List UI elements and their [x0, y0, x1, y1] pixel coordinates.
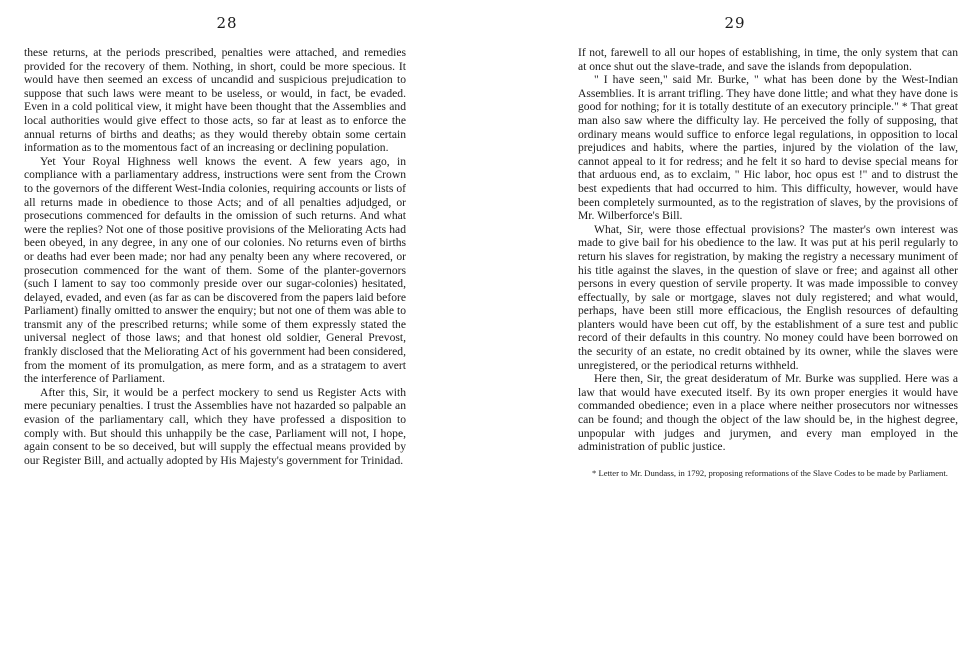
paragraph: Here then, Sir, the great desideratum of Mr. Burke was supplied. Here was a law that would have executed itself. By its own proper energies it would have commanded obedience; even in a place where neither prosecutors nor witnesses can be found; and though the object of the law should be, in the highest degree, unpopular with judges and jurymen, and every man employed in the administration of public justice.	[578, 372, 958, 454]
right-page	[490, 0, 980, 671]
paragraph: If not, farewell to all our hopes of establishing, in time, the only system that can at once shut out the slave-trade, and save the islands from depopulation.	[578, 46, 958, 73]
paragraph: " I have seen," said Mr. Burke, " what has been done by the West-Indian Assemblies. It is arrant trifling. They have done little; and what they have done is good for nothing; for it is totally destitute of an executory principle." * That great man also saw where the difficulty lay. He perceived the folly of supposing, that ordinary means would suffice to enforce legal regulations, in opposition to local prejudices and habits, where the parties, injured by the violation of the law, cannot appeal to it for redress; and he felt it so hard to devise special means for that arduous end, as to exclaim, " Hic labor, hoc opus est !" and to distrust the best expedients that had occurred to him. This difficulty, however, would have been completely surmounted, as to the registration of slaves, by the provisions of Mr. Wilberforce's Bill.	[578, 73, 958, 223]
page-body	[578, 46, 958, 454]
page-number: 29	[724, 14, 746, 32]
paragraph: Yet Your Royal Highness well knows the event. A few years ago, in compliance with a parliamentary address, instructions were sent from the Crown to the governors of the different West-India colonies, requiring accounts or lists of all returns made in obedience to those Acts; and of all penalties adjudged, or prosecutions commenced for defaults in the omission of such returns. And what were the replies? Not one of those positive provisions of the Meliorating Acts had been obeyed, in any degree, in any one of our colonies. No returns even of births or deaths had ever been made; nor had any penalty been any where recovered, or prosecution commenced for the want of them. Some of the planter-governors (such I lament to say too commonly preside over our sugar-colonies) hesitated, delayed, evaded, and even (as far as can be discovered from the papers laid before Parliament) finally omitted to answer the enquiry; but not one of them was able to transmit any of the prescribed returns; while some of them expressly stated the universal neglect of those laws; and that honest old soldier, General Prevost, frankly disclosed that the Meliorating Act of his government had been considered, from the moment of its promulgation, as mere form, and as a stratagem to avert the interference of Parliament.	[24, 154, 406, 386]
paragraph: After this, Sir, it would be a perfect mockery to send us Register Acts with mere pecuniary penalties. I trust the Assemblies have not hazarded so palpable an evasion of the parliamentary call, which they have professed a disposition to comply with. But should this unhappily be the case, Parliament will not, I hope, again consent to be so deceived, but will supply the effectual means provided by our Register Bill, and actually adopted by His Majesty's government for Trinidad.	[24, 385, 406, 467]
page-body	[24, 46, 406, 467]
footnote: * Letter to Mr. Dundass, in 1792, proposing reformations of the Slave Codes to be made by Parliament.	[592, 467, 948, 478]
paragraph: What, Sir, were those effectual provisions? The master's own interest was made to give bail for his obedience to the law. It was put at his peril regularly to return his slaves for registration, by making the registry a necessary muniment of his title against the slaves, in the question of slave or free; and against all other persons in every question of servile property. It was made impossible to convey effectually, by sale or mortgage, slaves not duly registered; and what would, perhaps, have been still more efficacious, the English resources of defaulting planters would have been cut off, by the establishment of a sure test and public record of their defaults in this country. No money could have been borrowed on the security of an estate, no credit obtained by its owner, while the slaves were unregistered, or the periodical returns withheld.	[578, 222, 958, 372]
paragraph: these returns, at the periods prescribed, penalties were attached, and remedies provided for the recovery of them. Nothing, in short, could be more specious. It would have then seemed an excess of uncandid and suspicious prejudication to suppose that such laws were meant to be useless, or would, in fact, be evaded. Even in a cold political view, it might have been thought that the Assemblies and local authorities would give effect to those acts, so far at least as to enforce the annual returns of births and deaths; as they would thereby obtain some certain information as to the momentous fact of an increasing or declining population.	[24, 46, 406, 155]
page-number: 28	[216, 14, 238, 32]
